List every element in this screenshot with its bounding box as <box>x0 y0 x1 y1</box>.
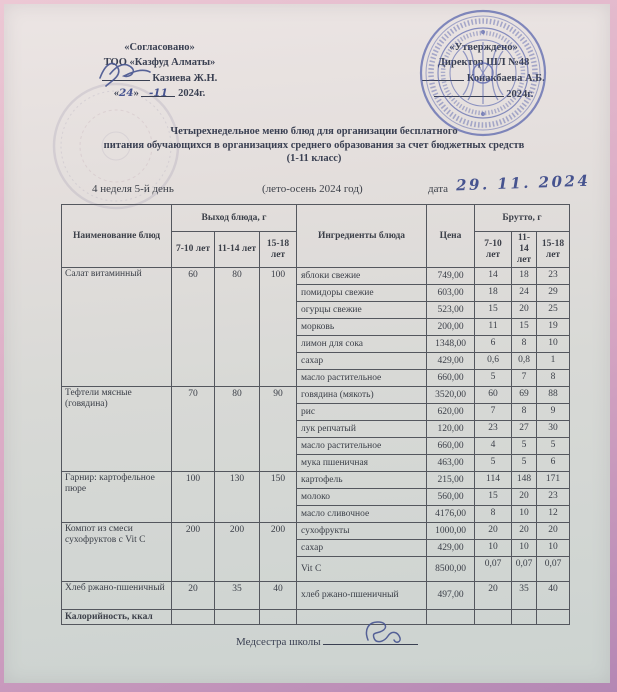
price-cell: 560,00 <box>427 489 475 506</box>
brutto-cell: 18 <box>475 285 512 302</box>
brutto-cell: 8 <box>512 404 537 421</box>
ingredient-cell: яблоки свежие <box>297 268 427 285</box>
brutto-cell: 5 <box>475 455 512 472</box>
price-cell: 620,00 <box>427 404 475 421</box>
brutto-cell: 60 <box>475 387 512 404</box>
menu-table-header <box>62 205 570 268</box>
ingredient-cell: сахар <box>297 540 427 557</box>
empty-cell <box>537 610 570 625</box>
brutto-cell: 4 <box>475 438 512 455</box>
nurse-signature-line <box>236 634 418 648</box>
document-page <box>4 4 610 683</box>
brutto-cell: 8 <box>475 506 512 523</box>
nurse-label: Медсестра школы <box>236 636 321 648</box>
price-cell: 8500,00 <box>427 557 475 582</box>
date-line <box>434 86 504 97</box>
ingredient-cell: морковь <box>297 319 427 336</box>
brutto-cell: 20 <box>475 582 512 610</box>
out-value-cell: 100 <box>172 472 215 523</box>
out-value-cell: 40 <box>260 582 297 610</box>
agreed-org: ТОО «Казфуд Алматы» <box>103 57 216 68</box>
brutto-cell: 7 <box>512 370 537 387</box>
approved-name-line <box>376 70 591 86</box>
table-row <box>62 472 570 489</box>
brutto-cell: 8 <box>512 336 537 353</box>
brutto-cell: 0,07 <box>475 557 512 582</box>
dish-name-cell: Гарнир: картофельное пюре <box>62 472 172 523</box>
ingredient-cell: масло растительное <box>297 370 427 387</box>
date-label: дата <box>428 183 449 195</box>
brutto-cell: 10 <box>537 336 570 353</box>
out-value-cell: 35 <box>215 582 260 610</box>
ingredient-cell: картофель <box>297 472 427 489</box>
price-cell: 200,00 <box>427 319 475 336</box>
agreed-date-line <box>52 86 267 101</box>
brutto-cell: 14 <box>475 268 512 285</box>
price-cell: 1348,00 <box>427 336 475 353</box>
empty-cell <box>475 610 512 625</box>
col-header-brutto-age2: 11-14 лет <box>512 232 537 268</box>
empty-cell <box>215 610 260 625</box>
brutto-cell: 30 <box>537 421 570 438</box>
empty-cell <box>260 610 297 625</box>
brutto-cell: 18 <box>512 268 537 285</box>
col-header-brutto-age1: 7-10 лет <box>475 232 512 268</box>
price-cell: 660,00 <box>427 438 475 455</box>
brutto-cell: 27 <box>512 421 537 438</box>
dish-name-cell: Компот из смеси сухофруктов с Vit C <box>62 523 172 582</box>
price-cell: 497,00 <box>427 582 475 610</box>
brutto-cell: 15 <box>512 319 537 336</box>
menu-table-body <box>62 268 570 625</box>
agreed-title: «Согласовано» <box>124 42 195 53</box>
brutto-cell: 8 <box>537 370 570 387</box>
brutto-cell: 7 <box>475 404 512 421</box>
ingredient-cell: сухофрукты <box>297 523 427 540</box>
col-header-ingredients: Ингредиенты блюда <box>297 205 427 268</box>
brutto-cell: 15 <box>475 489 512 506</box>
title-line-3: (1-11 класс) <box>286 153 342 164</box>
brutto-cell: 23 <box>537 268 570 285</box>
col-header-out-age1: 7-10 лет <box>172 232 215 268</box>
menu-table <box>61 204 570 625</box>
brutto-cell: 5 <box>537 438 570 455</box>
quote-open: « <box>113 88 119 99</box>
handwritten-day: 24 <box>118 87 134 99</box>
brutto-cell: 6 <box>475 336 512 353</box>
ingredient-cell: сахар <box>297 353 427 370</box>
col-header-brutto-age3: 15-18 лет <box>537 232 570 268</box>
ingredient-cell: лимон для сока <box>297 336 427 353</box>
brutto-cell: 24 <box>512 285 537 302</box>
brutto-cell: 114 <box>475 472 512 489</box>
out-value-cell: 80 <box>215 387 260 472</box>
approved-date-line <box>376 86 591 102</box>
out-value-cell: 130 <box>215 472 260 523</box>
dish-name-cell: Тефтели мясные (говядина) <box>62 387 172 472</box>
week-day-label: 4 неделя 5-й день <box>92 183 174 195</box>
approved-title: «Утверждено» <box>449 42 518 53</box>
agreed-name: Казиева Ж.Н. <box>152 73 218 84</box>
brutto-cell: 20 <box>537 523 570 540</box>
empty-cell <box>427 610 475 625</box>
empty-cell <box>172 610 215 625</box>
title-line-2: питания обучающихся в организациях среднего образования за счет бюджетных средств <box>103 139 525 151</box>
out-value-cell: 200 <box>260 523 297 582</box>
out-value-cell: 200 <box>172 523 215 582</box>
dish-name-cell: Хлеб ржано-пшеничный <box>62 582 172 610</box>
agreed-block <box>52 40 267 101</box>
col-header-out-group: Выход блюда, г <box>172 205 297 232</box>
brutto-cell: 6 <box>537 455 570 472</box>
brutto-cell: 0,8 <box>512 353 537 370</box>
out-value-cell: 150 <box>260 472 297 523</box>
brutto-cell: 23 <box>475 421 512 438</box>
brutto-cell: 88 <box>537 387 570 404</box>
table-row-calories <box>62 610 570 625</box>
brutto-cell: 10 <box>512 540 537 557</box>
price-cell: 1000,00 <box>427 523 475 540</box>
out-value-cell: 60 <box>172 268 215 387</box>
ingredient-cell: хлеб ржано-пшеничный <box>297 582 427 610</box>
brutto-cell: 0,07 <box>512 557 537 582</box>
brutto-cell: 10 <box>475 540 512 557</box>
price-cell: 3520,00 <box>427 387 475 404</box>
price-cell: 523,00 <box>427 302 475 319</box>
table-row <box>62 523 570 540</box>
brutto-cell: 1 <box>537 353 570 370</box>
brutto-cell: 171 <box>537 472 570 489</box>
out-value-cell: 200 <box>215 523 260 582</box>
brutto-cell: 5 <box>512 455 537 472</box>
price-cell: 603,00 <box>427 285 475 302</box>
approved-name: Конакбаева А.Б. <box>466 73 545 84</box>
handwritten-date: 29. 11. 2024 <box>455 171 591 195</box>
empty-cell <box>512 610 537 625</box>
table-row <box>62 387 570 404</box>
brutto-cell: 20 <box>512 523 537 540</box>
price-cell: 429,00 <box>427 540 475 557</box>
col-header-out-age3: 15-18 лет <box>260 232 297 268</box>
brutto-cell: 69 <box>512 387 537 404</box>
ingredient-cell: говядина (мякоть) <box>297 387 427 404</box>
agreed-name-line <box>52 70 267 86</box>
out-value-cell: 20 <box>172 582 215 610</box>
season-label: (лето-осень 2024 год) <box>262 183 363 195</box>
col-header-dish: Наименование блюд <box>62 205 172 268</box>
signature-line <box>422 70 464 81</box>
col-header-price: Цена <box>427 205 475 268</box>
agreed-year: 2024г. <box>178 88 206 99</box>
price-cell: 120,00 <box>427 421 475 438</box>
out-value-cell: 80 <box>215 268 260 387</box>
brutto-cell: 35 <box>512 582 537 610</box>
price-cell: 429,00 <box>427 353 475 370</box>
col-header-out-age2: 11-14 лет <box>215 232 260 268</box>
brutto-cell: 19 <box>537 319 570 336</box>
approved-block <box>376 40 591 102</box>
calories-label-cell: Калорийность, ккал <box>62 610 172 625</box>
out-value-cell: 100 <box>260 268 297 387</box>
brutto-cell: 25 <box>537 302 570 319</box>
ingredient-cell: масло сливочное <box>297 506 427 523</box>
nurse-signature-icon <box>354 618 414 648</box>
dish-name-cell: Салат витаминный <box>62 268 172 387</box>
ingredient-cell: помидоры свежие <box>297 285 427 302</box>
brutto-cell: 148 <box>512 472 537 489</box>
price-cell: 660,00 <box>427 370 475 387</box>
brutto-cell: 15 <box>475 302 512 319</box>
ingredient-cell: лук репчатый <box>297 421 427 438</box>
ingredient-cell: молоко <box>297 489 427 506</box>
out-value-cell: 70 <box>172 387 215 472</box>
handwritten-month: -11 <box>148 87 168 99</box>
price-cell: 749,00 <box>427 268 475 285</box>
price-cell: 463,00 <box>427 455 475 472</box>
title-line-1: Четырехнедельное меню блюд для организации бесплатного <box>170 126 458 137</box>
brutto-cell: 0,6 <box>475 353 512 370</box>
price-cell: 215,00 <box>427 472 475 489</box>
ingredient-cell: рис <box>297 404 427 421</box>
table-row <box>62 582 570 610</box>
quote-close: » <box>133 88 139 99</box>
approved-org: Директор ШЛ №48 <box>437 57 530 68</box>
brutto-cell: 20 <box>475 523 512 540</box>
table-row <box>62 268 570 285</box>
ingredient-cell: масло растительное <box>297 438 427 455</box>
ingredient-cell: мука пшеничная <box>297 455 427 472</box>
brutto-cell: 9 <box>537 404 570 421</box>
brutto-cell: 10 <box>512 506 537 523</box>
brutto-cell: 23 <box>537 489 570 506</box>
ingredient-cell: огурцы свежие <box>297 302 427 319</box>
brutto-cell: 5 <box>512 438 537 455</box>
col-header-brutto-group: Брутто, г <box>475 205 570 232</box>
brutto-cell: 12 <box>537 506 570 523</box>
price-cell: 4176,00 <box>427 506 475 523</box>
brutto-cell: 29 <box>537 285 570 302</box>
signature-line <box>102 70 150 81</box>
brutto-cell: 11 <box>475 319 512 336</box>
month-line <box>141 86 175 97</box>
brutto-cell: 40 <box>537 582 570 610</box>
approved-year: 2024г. <box>506 89 534 100</box>
out-value-cell: 90 <box>260 387 297 472</box>
brutto-cell: 10 <box>537 540 570 557</box>
brutto-cell: 5 <box>475 370 512 387</box>
brutto-cell: 0,07 <box>537 557 570 582</box>
brutto-cell: 20 <box>512 302 537 319</box>
ingredient-cell: Vit C <box>297 557 427 582</box>
document-title <box>34 125 594 166</box>
brutto-cell: 20 <box>512 489 537 506</box>
